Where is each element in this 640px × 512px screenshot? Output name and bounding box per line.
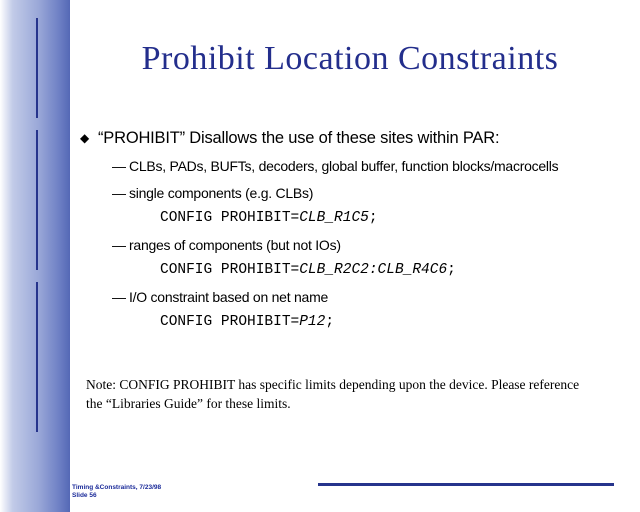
decorative-vertical-line [36,282,38,432]
decorative-vertical-line [36,130,38,270]
dash-icon: — [112,158,126,174]
code-prefix: CONFIG PROHIBIT= [160,210,300,226]
list-item-label: I/O constraint based on net name [129,289,329,305]
code-suffix: ; [447,262,456,278]
slide-footer [72,484,161,500]
code-value: CLB_R2C2:CLB_R4C6 [299,262,448,278]
slide-note: Note: CONFIG PROHIBIT has specific limits depending upon the device. Please reference the “Libraries Guide” for these limits. [86,377,580,411]
footer-line-2: Slide 56 [72,492,97,499]
code-line [160,261,624,279]
code-line [160,313,624,331]
code-line [160,209,624,227]
code-suffix: ; [325,314,335,330]
diamond-bullet-icon: ◆ [80,131,90,145]
slide-title: Prohibit Location Constraints [141,40,559,77]
code-prefix: CONFIG PROHIBIT= [160,314,300,330]
dash-icon: — [112,237,126,253]
code-value: CLB_R1C5 [299,210,369,226]
code-prefix: CONFIG PROHIBIT= [160,262,300,278]
footer-line-1: Timing &Constraints, 7/23/98 [72,484,162,491]
list-item-label: ranges of components (but not IOs) [129,237,341,253]
list-item-label: single components (e.g. CLBs) [129,185,314,201]
list-item-label: CLBs, PADs, BUFTs, decoders, global buffer, function blocks/macrocells [129,158,559,174]
decorative-left-band [0,0,70,512]
list-item [112,236,624,254]
dash-icon: — [112,185,126,201]
decorative-vertical-line [36,18,38,118]
main-bullet-text: “PROHIBIT” Disallows the use of these sites within PAR: [98,129,500,147]
slide-body [76,128,624,331]
list-item [112,157,624,175]
code-value: P12 [299,314,326,330]
code-suffix: ; [368,210,378,226]
list-item [112,184,624,202]
main-bullet [76,128,624,148]
dash-icon: — [112,289,126,305]
list-item [112,288,624,306]
footer-divider [318,483,614,486]
